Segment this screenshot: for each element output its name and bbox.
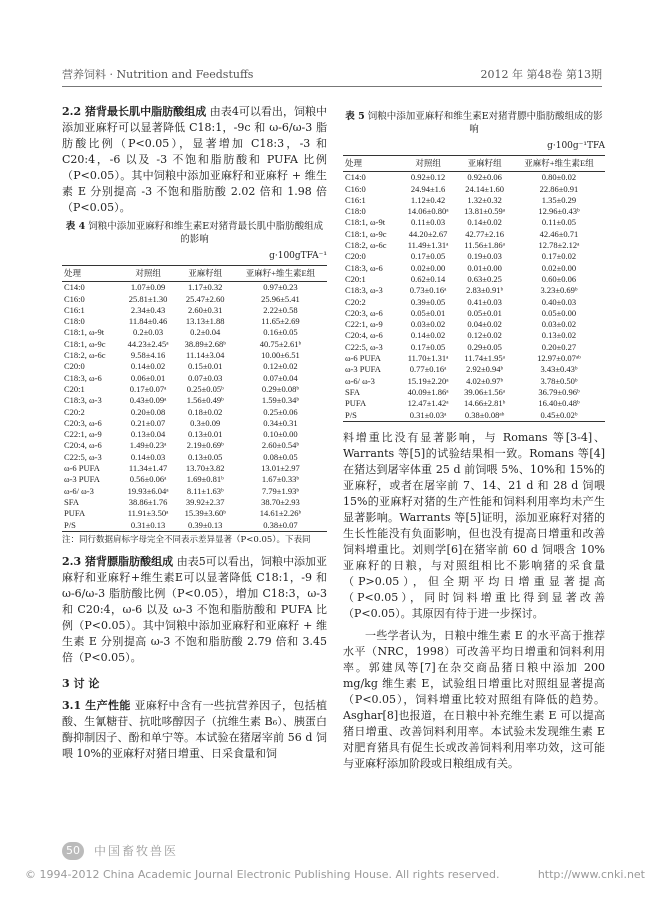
- table-cell: 11.34±1.47: [128, 463, 168, 474]
- running-header: [62, 66, 602, 84]
- table-cell: 39.06±1.56ᵃ: [464, 386, 506, 397]
- table-cell: 0.17±0.02: [541, 251, 577, 262]
- table-cell: 7.79±1.93ᵇ: [261, 485, 299, 496]
- page-footer: [62, 840, 602, 864]
- table-cell: 0.38±0.07: [263, 519, 298, 530]
- table-row: [343, 251, 605, 262]
- table-cell: 0.14±0.02: [410, 330, 446, 341]
- table-cell: 0.21±0.07: [130, 417, 166, 428]
- row-label: C18:1, ω-9t: [64, 327, 105, 338]
- row-label: C22:5, ω-3: [64, 451, 102, 462]
- table-cell: 0.3±0.09: [190, 417, 221, 428]
- table-cell: 0.34±0.31: [263, 417, 298, 428]
- table-cell: 13.13±1.88: [185, 316, 225, 327]
- table-row: [62, 474, 327, 485]
- table-cell: 1.12±0.42: [410, 194, 446, 205]
- table-row: [62, 282, 327, 294]
- row-label: PUFA: [345, 398, 367, 409]
- row-label: C20:1: [345, 273, 366, 284]
- section-3-title: 3 讨 论: [62, 676, 100, 690]
- row-label: C22:1, ω-9: [64, 429, 102, 440]
- row-label: C18:1, ω-9c: [345, 228, 387, 239]
- section-2-3: [62, 554, 327, 666]
- column-header: 对照组: [135, 268, 161, 278]
- table-cell: 1.49±0.23ᵃ: [129, 440, 167, 451]
- table-cell: 44.23±2.45ᵃ: [127, 338, 169, 349]
- table-cell: 11.84±0.46: [128, 316, 168, 327]
- column-header: 亚麻籽+维生素E组: [524, 158, 594, 168]
- row-label: ω-6 PUFA: [64, 463, 100, 474]
- section-2-2: [62, 104, 327, 216]
- table-5-unit: g·100g⁻¹TFA: [547, 141, 605, 151]
- column-header: 亚麻籽组: [467, 158, 502, 168]
- row-label: ω-6/ ω-3: [345, 375, 375, 386]
- section-3-1-text: 亚麻籽中含有一些抗营养因子，包括植酸、生氰糖苷、抗吡哆醇因子（抗维生素 B₆）、胰蛋白酶抑制因子、酚和单宁等。本试验在猪屠宰前 56 d 饲喂 10%的亚麻籽对猪日增重、日采食量和饲: [62, 698, 328, 760]
- table-row: [343, 217, 605, 228]
- table-cell: 0.10±0.00: [263, 429, 298, 440]
- table-row: [343, 308, 605, 319]
- table-4-caption: [62, 220, 327, 246]
- table-5-title: 饲粮中添加亚麻籽和维生素E对猪背膘中脂肪酸组成的影响: [367, 111, 603, 135]
- table-cell: 1.32±0.32: [467, 194, 502, 205]
- table-cell: 0.06±0.01: [130, 372, 166, 383]
- row-label: C18:3, ω-3: [345, 285, 383, 296]
- table-cell: 2.34±0.43: [130, 304, 166, 315]
- table-cell: 2.60±0.31: [188, 304, 223, 315]
- row-label: ω-3 PUFA: [345, 364, 381, 375]
- table-cell: 0.01±0.00: [467, 262, 502, 273]
- table-row: [343, 229, 605, 240]
- table-cell: 42.46±0.71: [539, 228, 579, 239]
- table-cell: 0.13±0.04: [130, 429, 166, 440]
- table-cell: 0.12±0.02: [467, 330, 502, 341]
- table-cell: 0.13±0.05: [188, 451, 223, 462]
- table-row: [62, 407, 327, 418]
- page-number: 50: [62, 842, 84, 860]
- row-label: C18:0: [64, 316, 85, 327]
- row-label: C20:2: [64, 406, 85, 417]
- table-cell: 0.29±0.08ᵇ: [261, 383, 299, 394]
- copyright-text: © 1994-2012 China Academic Journal Electronic Publishing House. All rights reserved.: [25, 868, 500, 881]
- table-row: [62, 418, 327, 429]
- table-cell: 24.94±1.6: [410, 183, 446, 194]
- table-cell: 12.97±0.07ᵃᵇ: [537, 353, 581, 364]
- table-cell: 14.06±0.80ᵃ: [407, 206, 449, 217]
- table-cell: 0.03±0.02: [541, 319, 577, 330]
- row-label: P/S: [345, 409, 357, 420]
- table-cell: 4.02±0.97ᵇ: [466, 375, 504, 386]
- table-row: [343, 398, 605, 409]
- table-cell: 0.17±0.05: [410, 251, 446, 262]
- row-label: C18:3, ω-6: [64, 372, 102, 383]
- table-row: [62, 508, 327, 519]
- table-cell: 13.01±2.97: [261, 463, 300, 474]
- table-row: [62, 486, 327, 497]
- table-cell: 25.96±5.41: [261, 293, 300, 304]
- row-label: PUFA: [64, 508, 86, 519]
- row-label: ω-6 PUFA: [345, 353, 381, 364]
- table-cell: 0.31±0.13: [130, 519, 166, 530]
- row-label: C20:1: [64, 383, 85, 394]
- row-label: C16:1: [345, 194, 366, 205]
- table-cell: 0.20±0.08: [130, 406, 166, 417]
- table-cell: 2.60±0.54ᵇ: [261, 440, 299, 451]
- section-2-3-text: 由表5可以看出，饲粮中添加亚麻籽和亚麻籽+维生素E可以显著降低 C18:1，-9 和 ω-6/ω-3 脂肪酸比例（P<0.05），增加 C18:3，ω-3 和 C20:4，ω-6 以及 ω-3 不饱和脂肪酸和 PUFA 比例（P<0.05）。其中饲粮中添加亚麻籽和亚麻籽 + 维生素 E 分别提高 ω-3 不饱和脂肪酸 2.79 倍和 3.45 倍（P<0.05）。: [62, 554, 328, 664]
- row-label: ω-3 PUFA: [64, 474, 100, 485]
- right-column: [343, 106, 605, 772]
- table-cell: 2.19±0.69ᵇ: [186, 440, 224, 451]
- table-row: [62, 440, 327, 451]
- row-label: C20:3, ω-6: [64, 417, 102, 428]
- table-cell: 0.07±0.03: [188, 372, 223, 383]
- table-cell: 0.41±0.03: [467, 296, 502, 307]
- table-cell: 0.05±0.01: [410, 307, 446, 318]
- table-row: [343, 297, 605, 308]
- row-label: C18:1, ω-9c: [64, 338, 106, 349]
- table-cell: 0.05±0.01: [467, 307, 502, 318]
- table-cell: 42.77±2.16: [465, 228, 504, 239]
- row-label: C20:0: [345, 251, 366, 262]
- column-header: 对照组: [415, 158, 441, 168]
- table-cell: 0.13±0.02: [541, 330, 577, 341]
- header-rule: [62, 86, 602, 87]
- table-cell: 2.83±0.91ᵇ: [466, 285, 504, 296]
- table-cell: 0.31±0.03ᵃ: [409, 409, 447, 420]
- table-cell: 16.40±0.48ᵇ: [538, 398, 580, 409]
- row-label: C20:3, ω-6: [345, 307, 383, 318]
- row-label: C20:4, ω-6: [64, 440, 102, 451]
- table-cell: 10.00±6.51: [261, 350, 300, 361]
- section-2-2-title: 2.2 猪背最长肌中脂肪酸组成: [62, 105, 207, 118]
- table-cell: 38.86±1.76: [128, 496, 168, 507]
- table-cell: 8.11±1.63ᵇ: [186, 485, 224, 496]
- table-5: [343, 155, 605, 422]
- table-4-header: [62, 266, 327, 282]
- row-label: C22:1, ω-9: [345, 319, 383, 330]
- row-label: P/S: [64, 519, 76, 530]
- row-label: C20:4, ω-6: [345, 330, 383, 341]
- table-cell: 0.45±0.02ᵇ: [540, 409, 578, 420]
- table-cell: 0.77±0.16ᵃ: [409, 364, 447, 375]
- table-cell: 0.92±0.06: [467, 172, 502, 183]
- table-cell: 1.67±0.33ᵇ: [261, 474, 299, 485]
- table-cell: 22.86±0.91: [539, 183, 579, 194]
- table-cell: 0.14±0.02: [467, 217, 502, 228]
- table-cell: 9.58±4.16: [130, 350, 166, 361]
- table-cell: 0.80±0.02: [541, 172, 577, 183]
- section-2-2-text: 由表4可以看出，饲粮中添加亚麻籽可以显著降低 C18:1，-9c 和 ω-6/ω-3 脂肪酸比例（P<0.05），显著增加 C18:3，-3 和 C20:4，-6 以及 -3 不饱和脂肪酸和 PUFA 比例（P<0.05）。其中饲粮中添加亚麻籽和亚麻籽 + 维生素 E 分别提高 -3 不饱和脂肪酸 2.02 倍和 1.98 倍（P<0.05）。: [62, 105, 328, 214]
- table-row: [62, 497, 327, 508]
- table-row: [62, 429, 327, 440]
- table-cell: 3.23±0.69ᵇ: [540, 285, 578, 296]
- section-3-1-title: 3.1 生产性能: [62, 698, 131, 712]
- table-cell: 2.22±0.58: [263, 304, 298, 315]
- table-cell: 44.20±2.67: [408, 228, 448, 239]
- table-row: [343, 342, 605, 353]
- table-cell: 1.35±0.29: [541, 194, 577, 205]
- table-row: [62, 452, 327, 463]
- table-cell: 11.65±2.69: [261, 316, 300, 327]
- table-cell: 3.78±0.50ᵇ: [540, 375, 578, 386]
- table-cell: 1.69±0.81ᵇ: [186, 474, 224, 485]
- discussion-paragraph-1: 料增重比没有显著影响，与 Romans 等[3-4]、Warrants 等[5]的试验结果相一致。Romans 等[4]在猪达到屠宰体重 25 d 前饲喂 5%、10%和 15%的亚麻籽，或者在屠宰前 7、14、21 d 和 28 d 饲喂 15%的亚麻籽对猪的生产性能和饲料利用率均未产生显著影响。Warrants 等[5]证明，添加亚麻籽对猪的生长性能没有负面影响，但也没有提高日增重和改善饲料增重比。刘则学[6]在猪宰前 60 d 饲喂含 10%亚麻籽的日粮，与对照组相比不影响猪的采食量（P>0.05），但全期平均日增重显著提高（P<0.05），同时饲料增重比得到显著改善（P<0.05）。其原因有待于进一步探讨。: [343, 430, 605, 620]
- table-cell: 0.29±0.05: [467, 341, 502, 352]
- table-cell: 0.38±0.08ᵃᵇ: [464, 409, 505, 420]
- row-label: C16:0: [345, 183, 366, 194]
- table-row: [62, 463, 327, 474]
- table-row: [62, 316, 327, 327]
- table-row: [343, 387, 605, 398]
- row-label: C22:5, ω-3: [345, 341, 383, 352]
- table-cell: 0.02±0.00: [541, 262, 577, 273]
- row-label: C18:3, ω-3: [64, 395, 102, 406]
- table-row: [343, 330, 605, 341]
- table-cell: 0.14±0.02: [130, 361, 166, 372]
- table-cell: 40.75±2.61ᵇ: [259, 338, 302, 349]
- table-row: [62, 339, 327, 350]
- table-cell: 15.19±2.20ᵃ: [407, 375, 449, 386]
- row-label: C16:1: [64, 304, 85, 315]
- table-cell: 0.73±0.16ᵃ: [409, 285, 447, 296]
- table-cell: 0.15±0.01: [188, 361, 223, 372]
- table-cell: 0.16±0.05: [263, 327, 298, 338]
- row-label: C18:0: [345, 206, 366, 217]
- row-label: C18:3, ω-6: [345, 262, 383, 273]
- table-cell: 12.96±0.43ᵇ: [538, 206, 580, 217]
- table-cell: 0.08±0.05: [263, 451, 298, 462]
- table-row: [62, 395, 327, 406]
- table-5-header: [343, 156, 605, 172]
- table-cell: 0.04±0.02: [467, 319, 502, 330]
- table-4: [62, 265, 327, 532]
- table-cell: 0.17±0.05: [410, 341, 446, 352]
- table-row: [62, 350, 327, 361]
- row-label: C16:0: [64, 293, 85, 304]
- table-cell: 0.05±0.00: [541, 307, 577, 318]
- table-note: 注：同行数据肩标字母完全不同表示差异显著（P<0.05）。下表同: [62, 534, 311, 545]
- table-cell: 14.66±2.81ᵇ: [463, 398, 506, 409]
- table-cell: 11.74±1.95ᵃ: [464, 353, 505, 364]
- table-row: [62, 384, 327, 395]
- row-label: C18:2, ω-6c: [345, 240, 387, 251]
- table-cell: 0.11±0.03: [411, 217, 446, 228]
- table-cell: 2.92±0.94ᵇ: [466, 364, 504, 375]
- table-cell: 11.14±3.04: [186, 350, 225, 361]
- table-row: [343, 285, 605, 296]
- row-label: C20:2: [345, 296, 366, 307]
- table-cell: 1.59±0.34ᵇ: [261, 395, 299, 406]
- table-cell: 0.11±0.05: [541, 217, 577, 228]
- row-label: ω-6/ ω-3: [64, 485, 94, 496]
- table-cell: 3.43±0.43ᵇ: [540, 364, 578, 375]
- section-2-3-title: 2.3 猪背膘脂肪酸组成: [62, 554, 174, 568]
- table-cell: 12.47±1.42ᵃ: [407, 398, 449, 409]
- table-row: [343, 376, 605, 387]
- table-cell: 15.39±3.60ᵇ: [184, 508, 226, 519]
- cnki-link[interactable]: http://www.cnki.net: [537, 868, 645, 881]
- table-row: [343, 353, 605, 364]
- table-row: [62, 373, 327, 384]
- table-cell: 0.40±0.03: [541, 296, 577, 307]
- table-cell: 11.91±3.50ᵃ: [127, 508, 169, 519]
- table-cell: 25.81±1.30: [128, 293, 168, 304]
- table-row: [62, 361, 327, 372]
- table-row: [343, 240, 605, 251]
- table-4-title: 饲粮中添加亚麻籽和维生素E对猪背最长肌中脂肪酸组成的影响: [88, 221, 324, 245]
- table-cell: 39.92±2.37: [185, 496, 225, 507]
- table-cell: 0.2±0.04: [190, 327, 221, 338]
- table-cell: 36.79±0.96ᵇ: [538, 386, 580, 397]
- table-cell: 11.70±1.31ᵃ: [407, 353, 449, 364]
- discussion-paragraph-2: 一些学者认为，日粮中维生素 E 的水平高于推荐水平（NRC，1998）可改善平均日增重和饲料利用率。郭建凤等[7]在杂交商品猪日粮中添加 200 mg/kg 维生素 E，试验组日增重比对照组显著提高（P<0.05），饲料增重比较对照组有降低的趋势。Asghar[8]也报道，在日粮中补充维生素 E 可以提高猪日增重、改善饲料利用率。本试验未发现维生素 E 对肥育猪具有促生长或改善饲料利用率功效，这可能与亚麻籽添加阶段或日粮组成有关。: [343, 628, 605, 770]
- row-label: C14:0: [345, 172, 366, 183]
- table-cell: 0.17±0.07ᵃ: [129, 383, 167, 394]
- column-header: 亚麻籽组: [188, 268, 223, 278]
- left-column: [62, 104, 327, 762]
- table-row: [343, 195, 605, 206]
- table-cell: 0.97±0.23: [263, 282, 298, 293]
- table-cell: 0.43±0.09ᵃ: [129, 395, 167, 406]
- table-cell: 19.93±6.04ᵃ: [127, 485, 169, 496]
- row-label: SFA: [345, 386, 360, 397]
- row-label: SFA: [64, 496, 79, 507]
- table-cell: 0.14±0.03: [130, 451, 166, 462]
- table-row: [343, 364, 605, 375]
- column-header: 处理: [64, 268, 82, 278]
- table-row: [343, 410, 605, 422]
- table-cell: 0.13±0.01: [188, 429, 223, 440]
- section-3-1: [62, 698, 327, 762]
- table-row: [343, 184, 605, 195]
- table-cell: 0.20±0.27: [541, 341, 577, 352]
- table-cell: 0.60±0.06: [541, 273, 577, 284]
- table-4-number: 表 4: [65, 221, 86, 232]
- table-cell: 13.70±3.82: [185, 463, 225, 474]
- issue-header: 2012 年 第48卷 第13期: [480, 68, 602, 81]
- table-cell: 24.14±1.60: [465, 183, 504, 194]
- table-cell: 0.25±0.06: [263, 406, 298, 417]
- table-cell: 0.39±0.05: [410, 296, 446, 307]
- table-cell: 0.02±0.00: [410, 262, 446, 273]
- table-row: [343, 274, 605, 285]
- table-row: [343, 172, 605, 184]
- table-row: [62, 327, 327, 338]
- table-row: [62, 520, 327, 532]
- table-cell: 1.17±0.32: [188, 282, 223, 293]
- table-cell: 0.25±0.05ᵇ: [186, 383, 224, 394]
- row-label: C18:1, ω-9t: [345, 217, 386, 228]
- table-cell: 0.12±0.02: [263, 361, 298, 372]
- row-label: C18:2, ω-6c: [64, 350, 106, 361]
- table-5-caption: [343, 110, 605, 136]
- row-label: C20:0: [64, 361, 85, 372]
- table-cell: 12.78±2.12ᵃ: [538, 240, 580, 251]
- table-row: [343, 319, 605, 330]
- table-cell: 0.03±0.02: [410, 319, 446, 330]
- table-cell: 14.61±2.26ᵇ: [259, 508, 302, 519]
- table-cell: 40.09±1.86ᵃ: [407, 386, 449, 397]
- table-cell: 0.92±0.12: [410, 172, 446, 183]
- table-row: [62, 294, 327, 305]
- table-4-unit: g·100gTFA⁻¹: [269, 251, 327, 261]
- table-cell: 0.62±0.14: [410, 273, 446, 284]
- table-cell: 13.81±0.59ᵃ: [464, 206, 506, 217]
- table-cell: 1.07±0.09: [130, 282, 166, 293]
- journal-header: 营养饲料 · Nutrition and Feedstuffs: [62, 68, 254, 81]
- table-cell: 38.89±2.68ᵇ: [184, 338, 226, 349]
- table-cell: 1.56±0.49ᵇ: [186, 395, 224, 406]
- table-cell: 0.2±0.03: [132, 327, 164, 338]
- table-row: [343, 263, 605, 274]
- table-5-number: 表 5: [345, 111, 365, 122]
- column-header: 处理: [345, 158, 363, 168]
- table-row: [62, 305, 327, 316]
- table-cell: 11.49±1.31ᵃ: [407, 240, 449, 251]
- table-cell: 0.07±0.04: [263, 372, 298, 383]
- table-cell: 38.70±2.93: [261, 496, 300, 507]
- column-header: 亚麻籽+维生素E组: [245, 268, 316, 278]
- table-cell: 0.19±0.03: [467, 251, 502, 262]
- table-cell: 0.39±0.13: [188, 519, 223, 530]
- table-cell: 0.56±0.06ᵃ: [129, 474, 167, 485]
- row-label: C14:0: [64, 282, 85, 293]
- table-cell: 11.56±1.86ᵃ: [464, 240, 505, 251]
- footer-journal-logo: 中国畜牧兽医: [94, 844, 179, 858]
- table-cell: 25.47±2.60: [185, 293, 225, 304]
- table-row: [343, 206, 605, 217]
- table-cell: 0.18±0.02: [188, 406, 223, 417]
- table-cell: 0.63±0.25: [467, 273, 502, 284]
